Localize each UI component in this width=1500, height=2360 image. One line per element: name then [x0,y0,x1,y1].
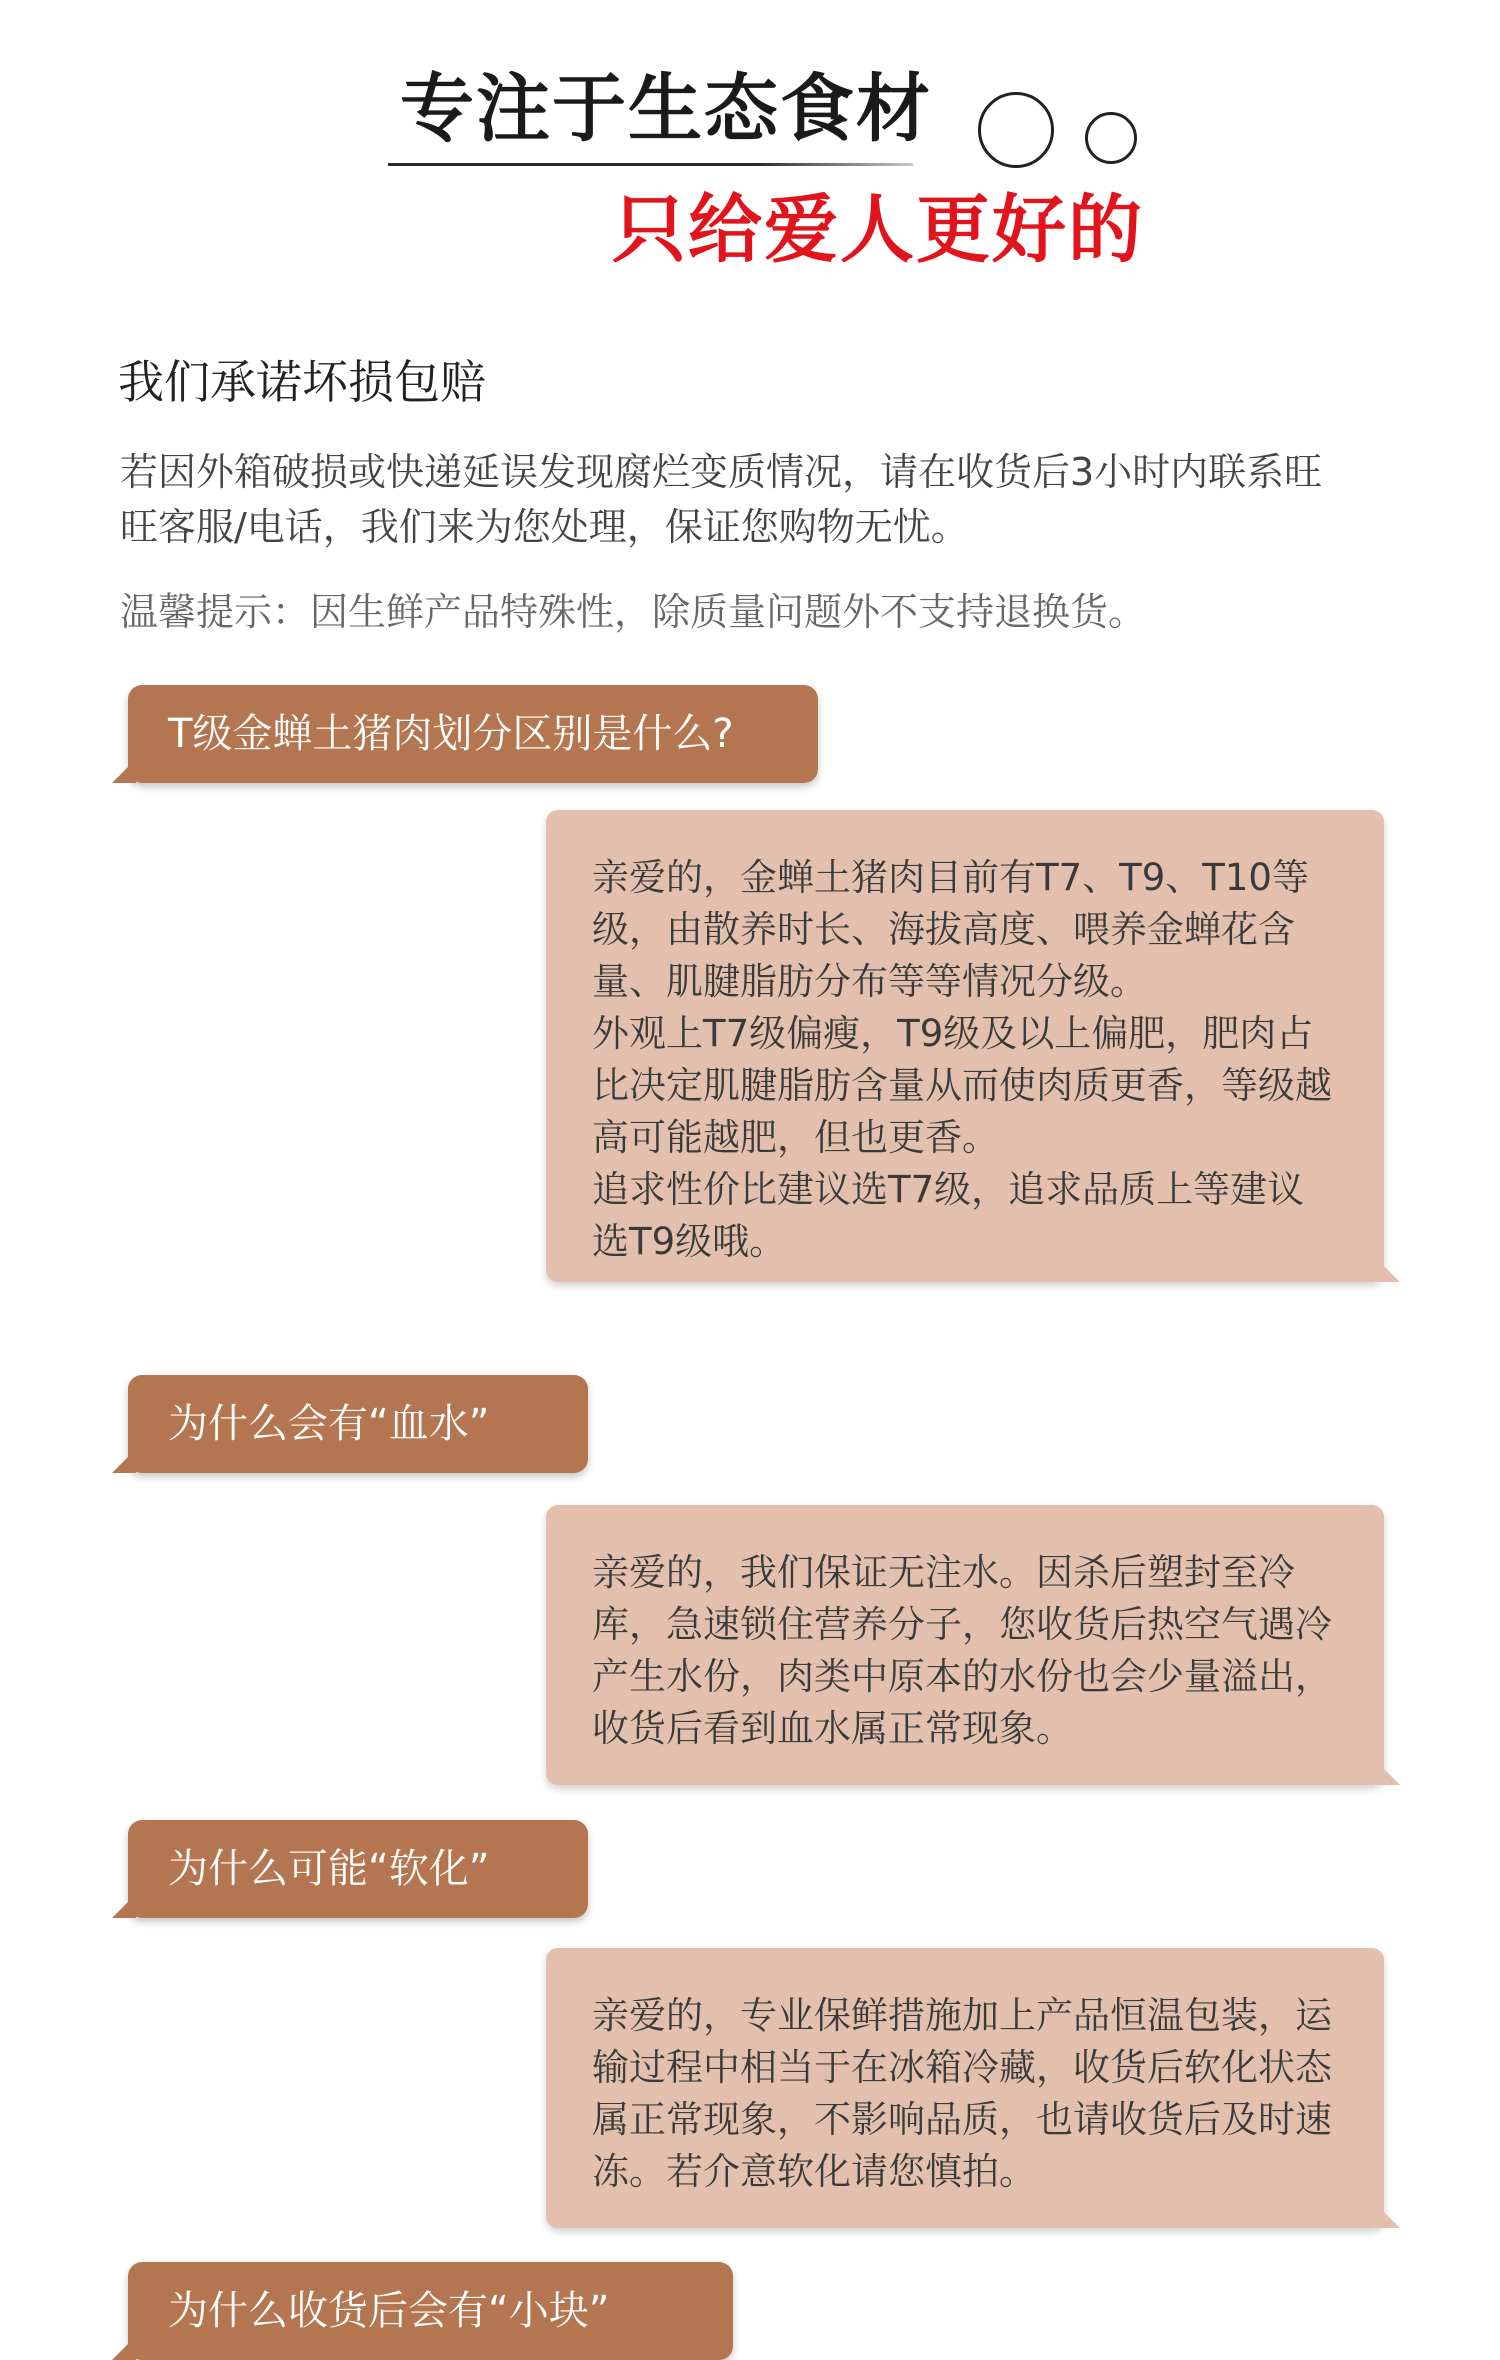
faq-question-text: 为什么可能“软化” [168,1846,490,1892]
faq-question-text: 为什么会有“血水” [168,1401,490,1447]
decorative-circle-small [1085,112,1137,164]
faq-answer-bubble [546,810,1384,1282]
subheadline: 只给爱人更好的 [612,187,1144,273]
faq-question-bubble [128,1375,588,1473]
faq-answer-bubble [546,1505,1384,1785]
headline: 专注于生态食材 [400,66,932,152]
faq-answer-paragraph: 追求性价比建议选T7级，追求品质上等建议选T9级哦。 [592,1168,1305,1263]
faq-answer-bubble [546,1948,1384,2228]
faq-question-text: T级金蝉土猪肉划分区别是什么? [168,711,734,757]
faq-answer-paragraph: 亲爱的，我们保证无注水。因杀后塑封至冷库，急速锁住营养分子，您收货后热空气遇冷产生水份，肉类中原本的水份也会少量溢出，收货后看到血水属正常现象。 [592,1551,1332,1750]
faq-question-bubble [128,685,818,783]
headline-underline [388,163,913,166]
faq-question-bubble [128,1820,588,1918]
notice-text: 温馨提示：因生鲜产品特殊性，除质量问题外不支持退换货。 [120,590,1147,634]
faq-answer-paragraph: 外观上T7级偏瘦，T9级及以上偏肥，肥肉占比决定肌腱脂肪含量从而使肉质更香，等级越高可能越肥，但也更香。 [592,1012,1332,1159]
faq-answer-paragraph: 亲爱的，专业保鲜措施加上产品恒温包装，运输过程中相当于在冰箱冷藏，收货后软化状态属正常现象，不影响品质，也请收货后及时速冻。若介意软化请您慎拍。 [592,1994,1332,2193]
faq-question-text: 为什么收货后会有“小块” [168,2288,610,2334]
faq-question-bubble [128,2262,733,2360]
decorative-circle-large [978,92,1054,168]
promise-text: 若因外箱破损或快递延误发现腐烂变质情况，请在收货后3小时内联系旺旺客服/电话，我们来为您处理，保证您购物无忧。 [120,450,1323,549]
promise-title: 我们承诺坏损包赔 [118,355,486,409]
faq-answer-paragraph: 亲爱的，金蝉土猪肉目前有T7、T9、T10等级，由散养时长、海拔高度、喂养金蝉花含量、肌腱脂肪分布等等情况分级。 [592,856,1309,1003]
